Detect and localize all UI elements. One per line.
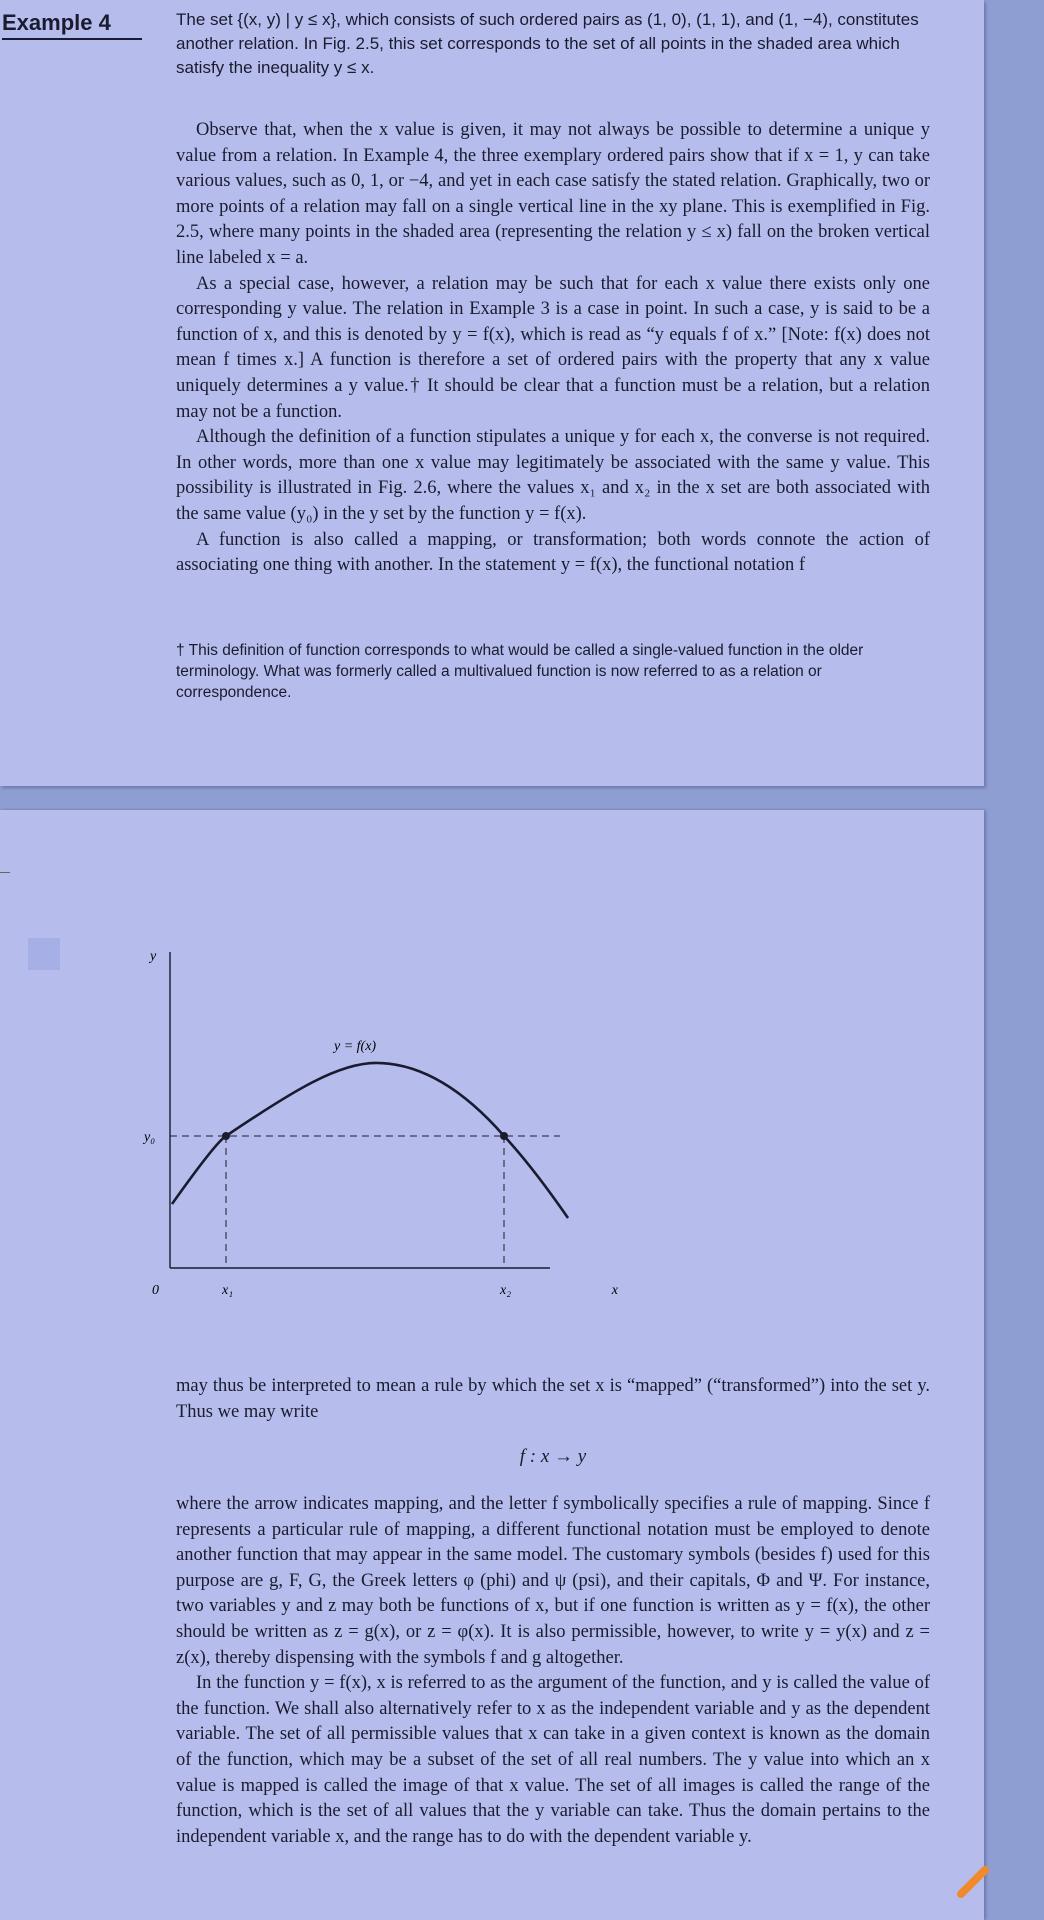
paragraph: As a special case, however, a relation may be such that for each x value there exists only one corresponding y value. The relation in Example 3 is a case in point. In such a case, y is said to be a function of x, and this is denoted by y = f(x), which is read as “y equals f of x.” [Note: f(x) does not mean f times x.] A function is therefore a set of ordered pairs with the property that any x value uniquely determines a y value.† It should be clear that a function must be a relation, but a relation may not be a function.: [176, 273, 930, 422]
point-x1-y0: [222, 1132, 230, 1140]
example-label: Example 4: [2, 8, 142, 40]
x-axis-label: x: [611, 1283, 618, 1298]
body-text-top: [176, 118, 930, 579]
paragraph: In the function y = f(x), x is referred to as the argument of the function, and y is called the value of the function. We shall also alternatively refer to x as the independent variable and y as the dependent variable. The set of all permissible values that x can take in a given context is known as the domain of the function, which may be a subset of the set of all real numbers. The y value into which an x value is mapped is called the image of that x value. The set of all images is called the range of the function, which is the set of all values that the y variable can take. Thus the domain pertains to the independent variable x, and the range has to do with the dependent variable y.: [176, 1673, 930, 1847]
point-x2-y0: [500, 1132, 508, 1140]
curve-label: y = f(x): [334, 1039, 377, 1054]
function-figure: [140, 940, 620, 1320]
example-text: The set {(x, y) | y ≤ x}, which consists of such ordered pairs as (1, 0), (1, 1), and (1, −4), constitutes another relation. In Fig. 2.5, this set corresponds to the set of all points in the shaded area which satisfy the inequality y ≤ x.: [176, 10, 919, 77]
body-text-bottom: [176, 1492, 930, 1850]
paragraph: Observe that, when the x value is given, it may not always be possible to determine a unique y value from a relation. In Example 4, the three exemplary ordered pairs show that if x = 1, y can take various values, such as 0, 1, or −4, and yet in each case satisfy the stated relation. Graphically, two or more points of a relation may fall on a single vertical line in the xy plane. This is exemplified in Fig. 2.5, where many points in the shaded area (representing the relation y ≤ x) fall on the broken vertical line labeled x = a.: [176, 120, 930, 268]
y-axis-label: y: [150, 949, 157, 964]
function-curve: [172, 1063, 568, 1218]
edge-mark: [0, 872, 10, 873]
body-text-after-figure: [176, 1374, 930, 1425]
paragraph: Although the definition of a function stipulates a unique y for each x, the converse is not required. In other words, more than one x value may legitimately be associated with the same y value. This possibility is illustrated in Fig. 2.6, where the values x₁ and x₂ in the x set are both associated with the same value (y₀) in the y set by the function y = f(x).: [176, 427, 930, 524]
origin-label: 0: [152, 1283, 159, 1298]
paragraph: A function is also called a mapping, or transformation; both words connote the action of associating one thing with another. In the statement y = f(x), the functional notation f: [176, 529, 930, 576]
mapping-formula: f : x → y: [519, 1446, 587, 1467]
footnote: † This definition of function corresponds to what would be called a single-valued function in the older terminology. What was formerly called a multivalued function is now referred to as a relation or correspondence.: [176, 642, 864, 701]
thumbnail-square: [28, 938, 60, 970]
x2-label: x₂: [500, 1283, 512, 1298]
y0-label: y₀: [144, 1130, 156, 1145]
paragraph: where the arrow indicates mapping, and the letter f symbolically specifies a rule of mapping. Since f represents a particular rule of mapping, a different functional notation must be employed to denote another function that may appear in the same model. The customary symbols (besides f) used for this purpose are g, F, G, the Greek letters φ (phi) and ψ (psi), and their capitals, Φ and Ψ. For instance, two variables y and z may both be functions of x, but if one function is written as y = f(x), the other should be written as z = g(x), or z = φ(x). It is also permissible, however, to write y = y(x) and z = z(x), thereby dispensing with the symbols f and g altogether.: [176, 1494, 930, 1668]
page-top: [0, 0, 984, 786]
paragraph: may thus be interpreted to mean a rule by which the set x is “mapped” (“transformed”) into the set y. Thus we may write: [176, 1376, 930, 1422]
figure-svg: [140, 940, 620, 1320]
x1-label: x₁: [222, 1283, 234, 1298]
